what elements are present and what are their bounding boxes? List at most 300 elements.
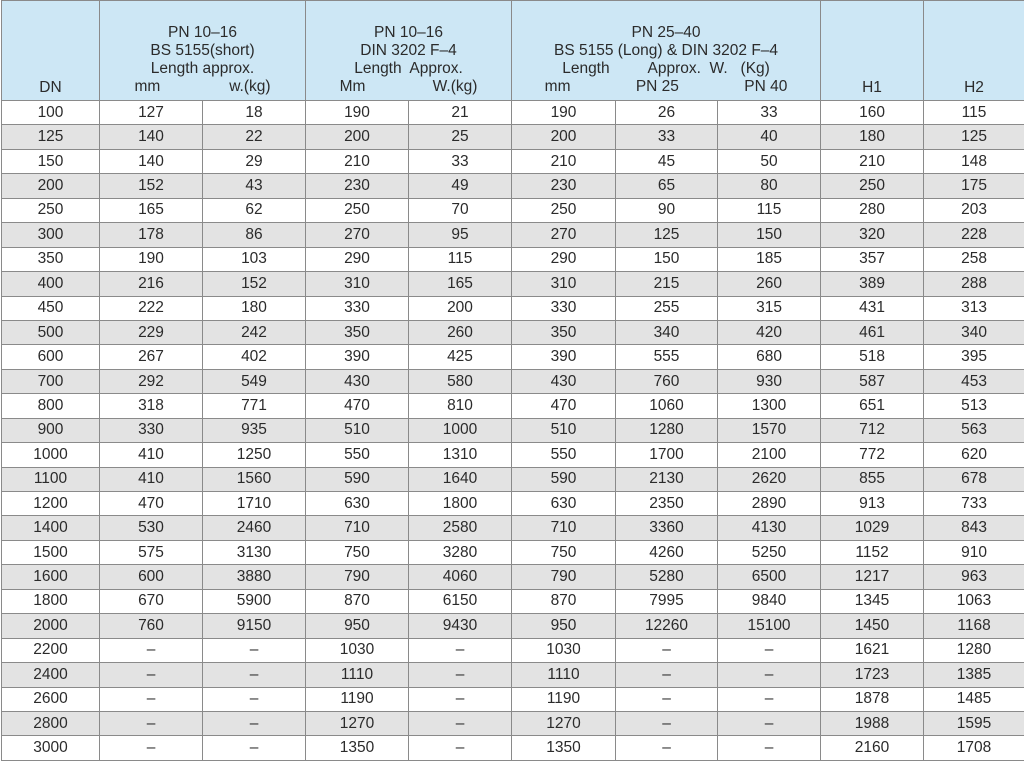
cell-pn40-weight: 6500 xyxy=(718,565,821,589)
cell-bs5155-length: – xyxy=(100,711,203,735)
cell-dn: 400 xyxy=(2,272,100,296)
cell-bs5155-length: – xyxy=(100,736,203,760)
cell-h1: 1621 xyxy=(821,638,924,662)
cell-h1: 389 xyxy=(821,272,924,296)
cell-bs5155-length: 600 xyxy=(100,565,203,589)
cell-h2: 115 xyxy=(924,101,1024,125)
cell-h1: 431 xyxy=(821,296,924,320)
header-group-pn10-16-bs5155-short xyxy=(100,1,306,101)
cell-dn: 150 xyxy=(2,149,100,173)
cell-pn25-weight: 90 xyxy=(616,198,718,222)
cell-bs5155-weight: – xyxy=(203,736,306,760)
header-h2: H2 xyxy=(924,1,1024,101)
cell-pn25-weight: 255 xyxy=(616,296,718,320)
cell-bs5155-weight: 86 xyxy=(203,223,306,247)
cell-h2: 453 xyxy=(924,369,1024,393)
cell-h1: 913 xyxy=(821,492,924,516)
cell-din3202-weight: 200 xyxy=(409,296,512,320)
cell-h1: 1723 xyxy=(821,663,924,687)
header-group3-line3: Length Approx. W. (Kg) xyxy=(512,60,820,78)
cell-din3202-length: 870 xyxy=(306,589,409,613)
cell-h1: 1029 xyxy=(821,516,924,540)
cell-din3202-length: 200 xyxy=(306,125,409,149)
cell-din3202-weight: – xyxy=(409,711,512,735)
cell-din3202-length: 590 xyxy=(306,467,409,491)
cell-pn25-weight: 150 xyxy=(616,247,718,271)
header-group2-line2: DIN 3202 F–4 xyxy=(306,42,511,60)
cell-pn25-weight: 1700 xyxy=(616,443,718,467)
cell-dn: 1100 xyxy=(2,467,100,491)
cell-dn: 2000 xyxy=(2,614,100,638)
header-group3-sub-pn25: PN 25 xyxy=(636,78,679,96)
cell-h2: 513 xyxy=(924,394,1024,418)
cell-h2: 1595 xyxy=(924,711,1024,735)
cell-din3202-length: 250 xyxy=(306,198,409,222)
cell-pn25-weight: 33 xyxy=(616,125,718,149)
header-group3-sub-pn40: PN 40 xyxy=(744,78,787,96)
cell-dn: 1800 xyxy=(2,589,100,613)
cell-bs5155-length: 410 xyxy=(100,443,203,467)
cell-pn25-weight: – xyxy=(616,736,718,760)
cell-pn25-40-length: 550 xyxy=(512,443,616,467)
cell-pn25-40-length: 190 xyxy=(512,101,616,125)
cell-din3202-length: 230 xyxy=(306,174,409,198)
cell-pn40-weight: – xyxy=(718,711,821,735)
cell-dn: 1600 xyxy=(2,565,100,589)
cell-pn25-40-length: 350 xyxy=(512,320,616,344)
cell-pn25-40-length: 210 xyxy=(512,149,616,173)
cell-h1: 250 xyxy=(821,174,924,198)
cell-din3202-weight: 1640 xyxy=(409,467,512,491)
cell-h2: 910 xyxy=(924,540,1024,564)
header-group3-line2: BS 5155 (Long) & DIN 3202 F–4 xyxy=(512,42,820,60)
cell-pn25-40-length: 790 xyxy=(512,565,616,589)
cell-pn25-40-length: 430 xyxy=(512,369,616,393)
table-row xyxy=(2,663,1024,687)
cell-pn40-weight: – xyxy=(718,638,821,662)
cell-dn: 1400 xyxy=(2,516,100,540)
cell-h2: 563 xyxy=(924,418,1024,442)
cell-din3202-length: 430 xyxy=(306,369,409,393)
cell-din3202-length: 550 xyxy=(306,443,409,467)
cell-pn25-40-length: 1110 xyxy=(512,663,616,687)
cell-dn: 500 xyxy=(2,320,100,344)
cell-bs5155-length: 222 xyxy=(100,296,203,320)
cell-din3202-length: 330 xyxy=(306,296,409,320)
cell-bs5155-length: 190 xyxy=(100,247,203,271)
cell-bs5155-weight: 3880 xyxy=(203,565,306,589)
cell-din3202-weight: 21 xyxy=(409,101,512,125)
cell-din3202-length: 270 xyxy=(306,223,409,247)
table-row xyxy=(2,345,1024,369)
cell-din3202-length: 390 xyxy=(306,345,409,369)
cell-pn25-weight: 26 xyxy=(616,101,718,125)
header-group2-sub-mm: Mm xyxy=(340,78,366,96)
cell-dn: 2600 xyxy=(2,687,100,711)
cell-h1: 160 xyxy=(821,101,924,125)
cell-din3202-length: 210 xyxy=(306,149,409,173)
table-row xyxy=(2,418,1024,442)
cell-din3202-weight: 425 xyxy=(409,345,512,369)
cell-dn: 600 xyxy=(2,345,100,369)
cell-bs5155-weight: 5900 xyxy=(203,589,306,613)
cell-dn: 1500 xyxy=(2,540,100,564)
cell-pn40-weight: 40 xyxy=(718,125,821,149)
cell-bs5155-length: 165 xyxy=(100,198,203,222)
cell-bs5155-weight: 771 xyxy=(203,394,306,418)
cell-h2: 395 xyxy=(924,345,1024,369)
cell-h1: 651 xyxy=(821,394,924,418)
cell-h1: 587 xyxy=(821,369,924,393)
cell-pn25-weight: 7995 xyxy=(616,589,718,613)
cell-bs5155-length: 140 xyxy=(100,125,203,149)
cell-pn25-40-length: 330 xyxy=(512,296,616,320)
header-group1-line1: PN 10–16 xyxy=(100,24,305,42)
table-row xyxy=(2,540,1024,564)
cell-bs5155-length: 575 xyxy=(100,540,203,564)
cell-din3202-weight: 3280 xyxy=(409,540,512,564)
cell-pn40-weight: – xyxy=(718,687,821,711)
cell-h1: 1152 xyxy=(821,540,924,564)
cell-h2: 340 xyxy=(924,320,1024,344)
cell-pn25-40-length: 710 xyxy=(512,516,616,540)
cell-h2: 1708 xyxy=(924,736,1024,760)
cell-pn25-weight: – xyxy=(616,711,718,735)
cell-dn: 3000 xyxy=(2,736,100,760)
header-group1-line2: BS 5155(short) xyxy=(100,42,305,60)
cell-pn40-weight: 2620 xyxy=(718,467,821,491)
cell-pn40-weight: 315 xyxy=(718,296,821,320)
table-body xyxy=(2,101,1024,761)
table-row xyxy=(2,149,1024,173)
cell-pn25-weight: 340 xyxy=(616,320,718,344)
cell-dn: 1000 xyxy=(2,443,100,467)
cell-din3202-weight: – xyxy=(409,638,512,662)
cell-din3202-weight: 580 xyxy=(409,369,512,393)
cell-din3202-weight: 165 xyxy=(409,272,512,296)
cell-h1: 320 xyxy=(821,223,924,247)
cell-pn25-weight: – xyxy=(616,663,718,687)
cell-bs5155-length: 152 xyxy=(100,174,203,198)
cell-h2: 678 xyxy=(924,467,1024,491)
cell-pn25-40-length: 1190 xyxy=(512,687,616,711)
cell-din3202-weight: 95 xyxy=(409,223,512,247)
cell-h2: 1280 xyxy=(924,638,1024,662)
cell-din3202-weight: 1000 xyxy=(409,418,512,442)
cell-dn: 450 xyxy=(2,296,100,320)
cell-din3202-weight: 810 xyxy=(409,394,512,418)
table-row xyxy=(2,589,1024,613)
cell-bs5155-weight: 18 xyxy=(203,101,306,125)
header-group2-sub-weight: W.(kg) xyxy=(433,78,478,96)
cell-din3202-weight: 4060 xyxy=(409,565,512,589)
cell-pn25-weight: 65 xyxy=(616,174,718,198)
cell-pn25-40-length: 470 xyxy=(512,394,616,418)
cell-h1: 1345 xyxy=(821,589,924,613)
cell-bs5155-weight: 152 xyxy=(203,272,306,296)
cell-bs5155-weight: 62 xyxy=(203,198,306,222)
cell-pn25-weight: 12260 xyxy=(616,614,718,638)
cell-bs5155-weight: 549 xyxy=(203,369,306,393)
cell-h1: 280 xyxy=(821,198,924,222)
cell-din3202-weight: 49 xyxy=(409,174,512,198)
cell-bs5155-length: 318 xyxy=(100,394,203,418)
cell-bs5155-length: 330 xyxy=(100,418,203,442)
cell-pn40-weight: 420 xyxy=(718,320,821,344)
cell-h2: 1385 xyxy=(924,663,1024,687)
cell-pn25-40-length: 510 xyxy=(512,418,616,442)
cell-dn: 800 xyxy=(2,394,100,418)
cell-pn40-weight: 9840 xyxy=(718,589,821,613)
cell-din3202-length: 470 xyxy=(306,394,409,418)
cell-pn40-weight: 680 xyxy=(718,345,821,369)
table-row xyxy=(2,223,1024,247)
cell-pn25-40-length: 230 xyxy=(512,174,616,198)
cell-pn25-40-length: 290 xyxy=(512,247,616,271)
cell-h2: 620 xyxy=(924,443,1024,467)
cell-din3202-length: 1270 xyxy=(306,711,409,735)
cell-bs5155-length: 292 xyxy=(100,369,203,393)
cell-bs5155-weight: – xyxy=(203,711,306,735)
cell-din3202-length: 1110 xyxy=(306,663,409,687)
cell-h2: 148 xyxy=(924,149,1024,173)
cell-pn25-40-length: 200 xyxy=(512,125,616,149)
cell-h2: 258 xyxy=(924,247,1024,271)
cell-pn25-40-length: 590 xyxy=(512,467,616,491)
cell-din3202-length: 1030 xyxy=(306,638,409,662)
cell-pn25-weight: 45 xyxy=(616,149,718,173)
cell-bs5155-length: 229 xyxy=(100,320,203,344)
cell-h1: 518 xyxy=(821,345,924,369)
cell-pn40-weight: 150 xyxy=(718,223,821,247)
table-row xyxy=(2,687,1024,711)
header-group-pn10-16-din3202 xyxy=(306,1,512,101)
cell-dn: 900 xyxy=(2,418,100,442)
table-row xyxy=(2,247,1024,271)
cell-din3202-weight: 25 xyxy=(409,125,512,149)
cell-pn25-weight: 555 xyxy=(616,345,718,369)
cell-pn40-weight: – xyxy=(718,736,821,760)
cell-dn: 200 xyxy=(2,174,100,198)
cell-h2: 733 xyxy=(924,492,1024,516)
cell-din3202-length: 1190 xyxy=(306,687,409,711)
cell-pn25-40-length: 270 xyxy=(512,223,616,247)
cell-bs5155-weight: 103 xyxy=(203,247,306,271)
cell-bs5155-length: 267 xyxy=(100,345,203,369)
cell-bs5155-weight: 402 xyxy=(203,345,306,369)
cell-din3202-length: 290 xyxy=(306,247,409,271)
cell-din3202-weight: 33 xyxy=(409,149,512,173)
cell-din3202-length: 790 xyxy=(306,565,409,589)
cell-dn: 300 xyxy=(2,223,100,247)
cell-din3202-weight: 70 xyxy=(409,198,512,222)
cell-bs5155-length: 127 xyxy=(100,101,203,125)
cell-pn40-weight: 2100 xyxy=(718,443,821,467)
table-row xyxy=(2,198,1024,222)
header-group1-sub-mm: mm xyxy=(134,78,160,96)
cell-dn: 2200 xyxy=(2,638,100,662)
cell-h1: 210 xyxy=(821,149,924,173)
cell-dn: 100 xyxy=(2,101,100,125)
cell-bs5155-weight: 2460 xyxy=(203,516,306,540)
table-row xyxy=(2,174,1024,198)
cell-pn40-weight: 930 xyxy=(718,369,821,393)
cell-pn25-weight: 215 xyxy=(616,272,718,296)
cell-din3202-weight: 115 xyxy=(409,247,512,271)
cell-h2: 125 xyxy=(924,125,1024,149)
cell-bs5155-weight: 242 xyxy=(203,320,306,344)
cell-bs5155-weight: 1250 xyxy=(203,443,306,467)
cell-pn40-weight: 2890 xyxy=(718,492,821,516)
cell-pn40-weight: – xyxy=(718,663,821,687)
cell-din3202-length: 510 xyxy=(306,418,409,442)
cell-din3202-weight: 9430 xyxy=(409,614,512,638)
cell-h1: 1450 xyxy=(821,614,924,638)
cell-h1: 855 xyxy=(821,467,924,491)
cell-pn25-weight: – xyxy=(616,687,718,711)
table-row xyxy=(2,443,1024,467)
cell-h2: 1063 xyxy=(924,589,1024,613)
cell-h2: 313 xyxy=(924,296,1024,320)
table-row xyxy=(2,736,1024,760)
cell-din3202-weight: 6150 xyxy=(409,589,512,613)
cell-h2: 228 xyxy=(924,223,1024,247)
cell-h1: 1217 xyxy=(821,565,924,589)
cell-pn25-weight: 2350 xyxy=(616,492,718,516)
cell-h1: 357 xyxy=(821,247,924,271)
header-group3-sub-mm: mm xyxy=(545,78,571,96)
header-dn: DN xyxy=(2,1,100,101)
cell-dn: 2800 xyxy=(2,711,100,735)
cell-bs5155-length: 178 xyxy=(100,223,203,247)
cell-h2: 1485 xyxy=(924,687,1024,711)
cell-dn: 350 xyxy=(2,247,100,271)
cell-h2: 963 xyxy=(924,565,1024,589)
cell-din3202-length: 350 xyxy=(306,320,409,344)
cell-pn40-weight: 260 xyxy=(718,272,821,296)
table-row xyxy=(2,125,1024,149)
cell-h1: 772 xyxy=(821,443,924,467)
cell-pn25-40-length: 950 xyxy=(512,614,616,638)
cell-pn25-weight: 760 xyxy=(616,369,718,393)
cell-pn25-weight: – xyxy=(616,638,718,662)
table-row xyxy=(2,394,1024,418)
cell-h2: 203 xyxy=(924,198,1024,222)
cell-din3202-length: 710 xyxy=(306,516,409,540)
cell-pn25-weight: 4260 xyxy=(616,540,718,564)
header-group3-line1: PN 25–40 xyxy=(512,24,820,42)
cell-din3202-length: 190 xyxy=(306,101,409,125)
cell-bs5155-length: 216 xyxy=(100,272,203,296)
cell-pn40-weight: 115 xyxy=(718,198,821,222)
cell-bs5155-length: 470 xyxy=(100,492,203,516)
cell-bs5155-length: 410 xyxy=(100,467,203,491)
table-row xyxy=(2,711,1024,735)
cell-pn25-40-length: 310 xyxy=(512,272,616,296)
cell-dn: 125 xyxy=(2,125,100,149)
header-group1-line3: Length approx. xyxy=(100,60,305,78)
cell-pn25-40-length: 630 xyxy=(512,492,616,516)
cell-h1: 461 xyxy=(821,320,924,344)
cell-bs5155-weight: 9150 xyxy=(203,614,306,638)
cell-pn40-weight: 80 xyxy=(718,174,821,198)
cell-pn25-weight: 3360 xyxy=(616,516,718,540)
cell-pn40-weight: 5250 xyxy=(718,540,821,564)
cell-h1: 1878 xyxy=(821,687,924,711)
cell-bs5155-weight: 29 xyxy=(203,149,306,173)
cell-din3202-length: 310 xyxy=(306,272,409,296)
cell-pn40-weight: 1570 xyxy=(718,418,821,442)
table-row xyxy=(2,101,1024,125)
table-row xyxy=(2,516,1024,540)
cell-pn25-weight: 1280 xyxy=(616,418,718,442)
cell-bs5155-weight: 1560 xyxy=(203,467,306,491)
cell-din3202-length: 630 xyxy=(306,492,409,516)
header-group2-line1: PN 10–16 xyxy=(306,24,511,42)
cell-h1: 180 xyxy=(821,125,924,149)
cell-dn: 250 xyxy=(2,198,100,222)
cell-pn25-weight: 125 xyxy=(616,223,718,247)
cell-pn25-40-length: 1030 xyxy=(512,638,616,662)
table-row xyxy=(2,369,1024,393)
cell-pn25-40-length: 250 xyxy=(512,198,616,222)
cell-dn: 700 xyxy=(2,369,100,393)
cell-h2: 288 xyxy=(924,272,1024,296)
cell-bs5155-weight: 22 xyxy=(203,125,306,149)
cell-din3202-weight: – xyxy=(409,687,512,711)
cell-h2: 175 xyxy=(924,174,1024,198)
cell-din3202-length: 950 xyxy=(306,614,409,638)
cell-bs5155-length: 760 xyxy=(100,614,203,638)
cell-din3202-weight: – xyxy=(409,663,512,687)
cell-pn40-weight: 4130 xyxy=(718,516,821,540)
cell-dn: 2400 xyxy=(2,663,100,687)
cell-pn40-weight: 15100 xyxy=(718,614,821,638)
cell-din3202-weight: 1800 xyxy=(409,492,512,516)
cell-din3202-weight: – xyxy=(409,736,512,760)
table-row xyxy=(2,492,1024,516)
cell-pn25-40-length: 870 xyxy=(512,589,616,613)
cell-din3202-weight: 2580 xyxy=(409,516,512,540)
cell-pn25-40-length: 1270 xyxy=(512,711,616,735)
table-row xyxy=(2,296,1024,320)
header-row xyxy=(2,1,1024,101)
valve-dimensions-table xyxy=(1,0,1024,761)
cell-din3202-weight: 1310 xyxy=(409,443,512,467)
table-row xyxy=(2,467,1024,491)
cell-bs5155-weight: – xyxy=(203,687,306,711)
cell-din3202-length: 750 xyxy=(306,540,409,564)
cell-h1: 1988 xyxy=(821,711,924,735)
cell-pn40-weight: 33 xyxy=(718,101,821,125)
cell-din3202-weight: 260 xyxy=(409,320,512,344)
cell-pn25-40-length: 750 xyxy=(512,540,616,564)
table-row xyxy=(2,638,1024,662)
cell-bs5155-weight: 3130 xyxy=(203,540,306,564)
cell-bs5155-weight: 43 xyxy=(203,174,306,198)
cell-bs5155-length: – xyxy=(100,638,203,662)
header-group2-line3: Length Approx. xyxy=(306,60,511,78)
table-row xyxy=(2,320,1024,344)
cell-bs5155-weight: – xyxy=(203,663,306,687)
cell-pn25-40-length: 390 xyxy=(512,345,616,369)
cell-bs5155-length: 140 xyxy=(100,149,203,173)
cell-din3202-length: 1350 xyxy=(306,736,409,760)
cell-pn25-weight: 5280 xyxy=(616,565,718,589)
cell-pn40-weight: 50 xyxy=(718,149,821,173)
header-group-pn25-40 xyxy=(512,1,821,101)
table-row xyxy=(2,272,1024,296)
